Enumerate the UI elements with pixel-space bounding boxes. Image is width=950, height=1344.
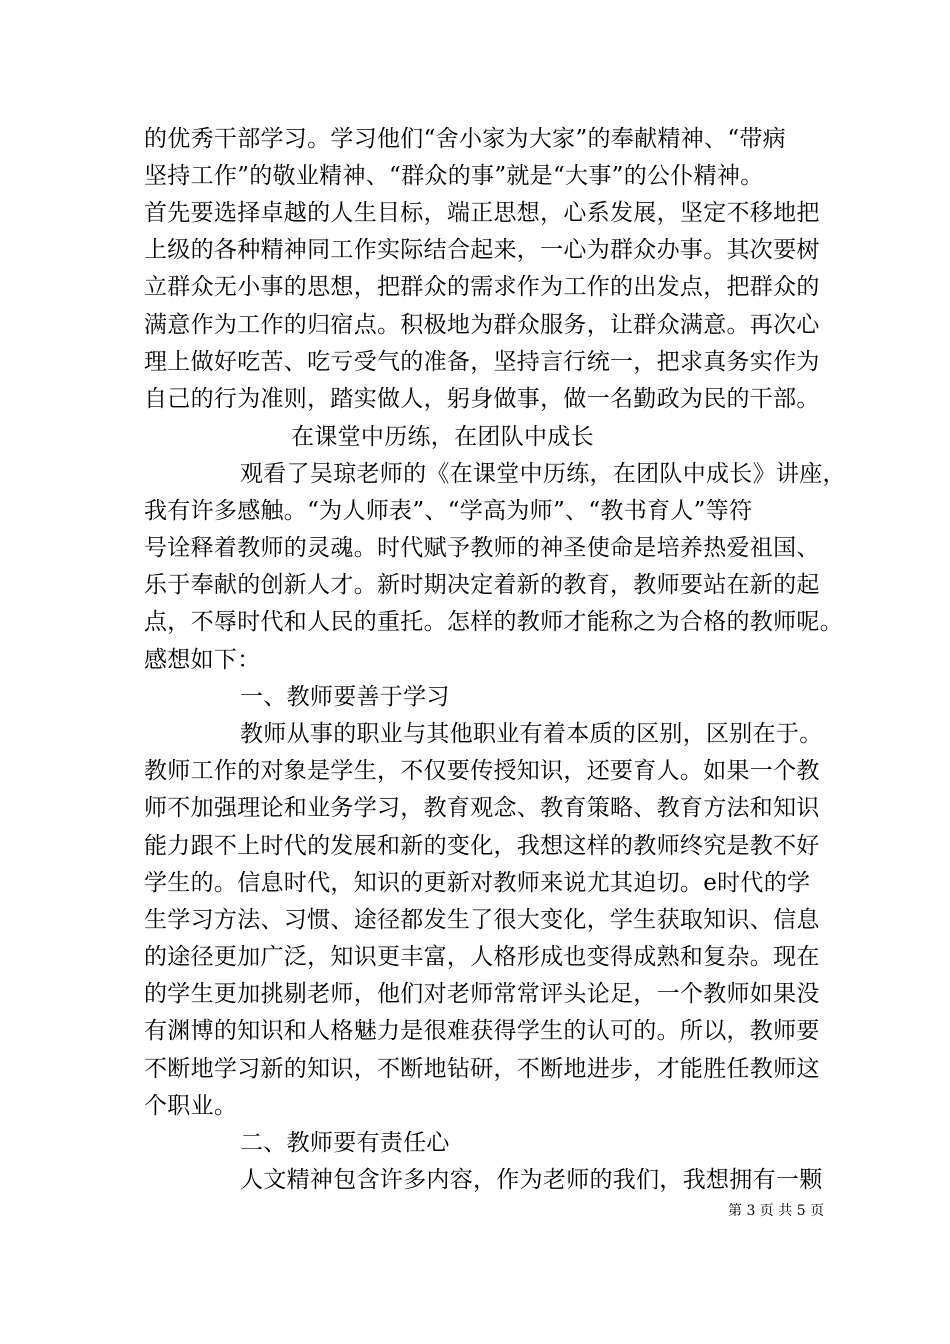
text-line: 首先要选择卓越的人生目标，端正思想，心系发展，坚定不移地把: [144, 200, 820, 226]
section-title: 在课堂中历练，在团队中成长: [291, 424, 594, 450]
text-line: 感想如下：: [144, 647, 261, 673]
text-line: 观看了吴琼老师的《在课堂中历练，在团队中成长》讲座，: [240, 461, 846, 487]
text-line: 立群众无小事的思想，把群众的需求作为工作的出发点，把群众的: [144, 274, 820, 300]
text-line: 师不加强理论和业务学习，教育观念、教育策略、教育方法和知识: [144, 795, 820, 821]
text-line: 生学习方法、习惯、途径都发生了很大变化，学生获取知识、信息: [144, 907, 820, 933]
text-line: 能力跟不上时代的发展和新的变化，我想这样的教师终究是教不好: [144, 833, 820, 859]
text-line: 一、教师要善于学习: [240, 684, 450, 710]
text-line: 理上做好吃苦、吃亏受气的准备，坚持言行统一，把求真务实作为: [144, 349, 820, 375]
text-line: 人文精神包含许多内容，作为老师的我们，我想拥有一颗: [240, 1167, 823, 1193]
text-line: 有渊博的知识和人格魅力是很难获得学生的认可的。所以，教师要: [144, 1018, 820, 1044]
text-line: 教师从事的职业与其他职业有着本质的区别，区别在于。: [240, 721, 823, 747]
text-line: 点，不辱时代和人民的重托。怎样的教师才能称之为合格的教师呢。: [144, 609, 843, 635]
page-footer: 第 3 页 共 5 页: [728, 1203, 825, 1219]
text-line: 教师工作的对象是学生，不仅要传授知识，还要育人。如果一个教: [144, 758, 820, 784]
text-line: 的途径更加广泛，知识更丰富，人格形成也变得成熟和复杂。现在: [144, 944, 820, 970]
text-line: 我有许多感触。“为人师表”、“学高为师”、“教书育人”等符: [144, 498, 753, 524]
text-line: 满意作为工作的归宿点。积极地为群众服务，让群众满意。再次心: [144, 312, 820, 338]
text-line: 的优秀干部学习。学习他们“舍小家为大家”的奉献精神、“带病: [144, 126, 786, 152]
text-line: 乐于奉献的创新人才。新时期决定着新的教育，教师要站在新的起: [144, 572, 820, 598]
text-line: 自己的行为准则，踏实做人，躬身做事，做一名勤政为民的干部。: [144, 386, 820, 412]
text-line: 的学生更加挑剔老师，他们对老师常常评头论足，一个教师如果没: [144, 981, 820, 1007]
text-line: 号诠释着教师的灵魂。时代赋予教师的神圣使命是培养热爱祖国、: [144, 535, 820, 561]
text-line: 二、教师要有责任心: [240, 1130, 450, 1156]
text-line: 个职业。: [144, 1093, 238, 1119]
text-line: 坚持工作”的敬业精神、“群众的事”就是“大事”的公仆精神。: [144, 163, 764, 189]
text-line: 学生的。信息时代，知识的更新对教师来说尤其迫切。e时代的学: [144, 870, 811, 896]
text-line: 上级的各种精神同工作实际结合起来，一心为群众办事。其次要树: [144, 237, 820, 263]
text-line: 不断地学习新的知识，不断地钻研，不断地进步，才能胜任教师这: [144, 1056, 820, 1082]
